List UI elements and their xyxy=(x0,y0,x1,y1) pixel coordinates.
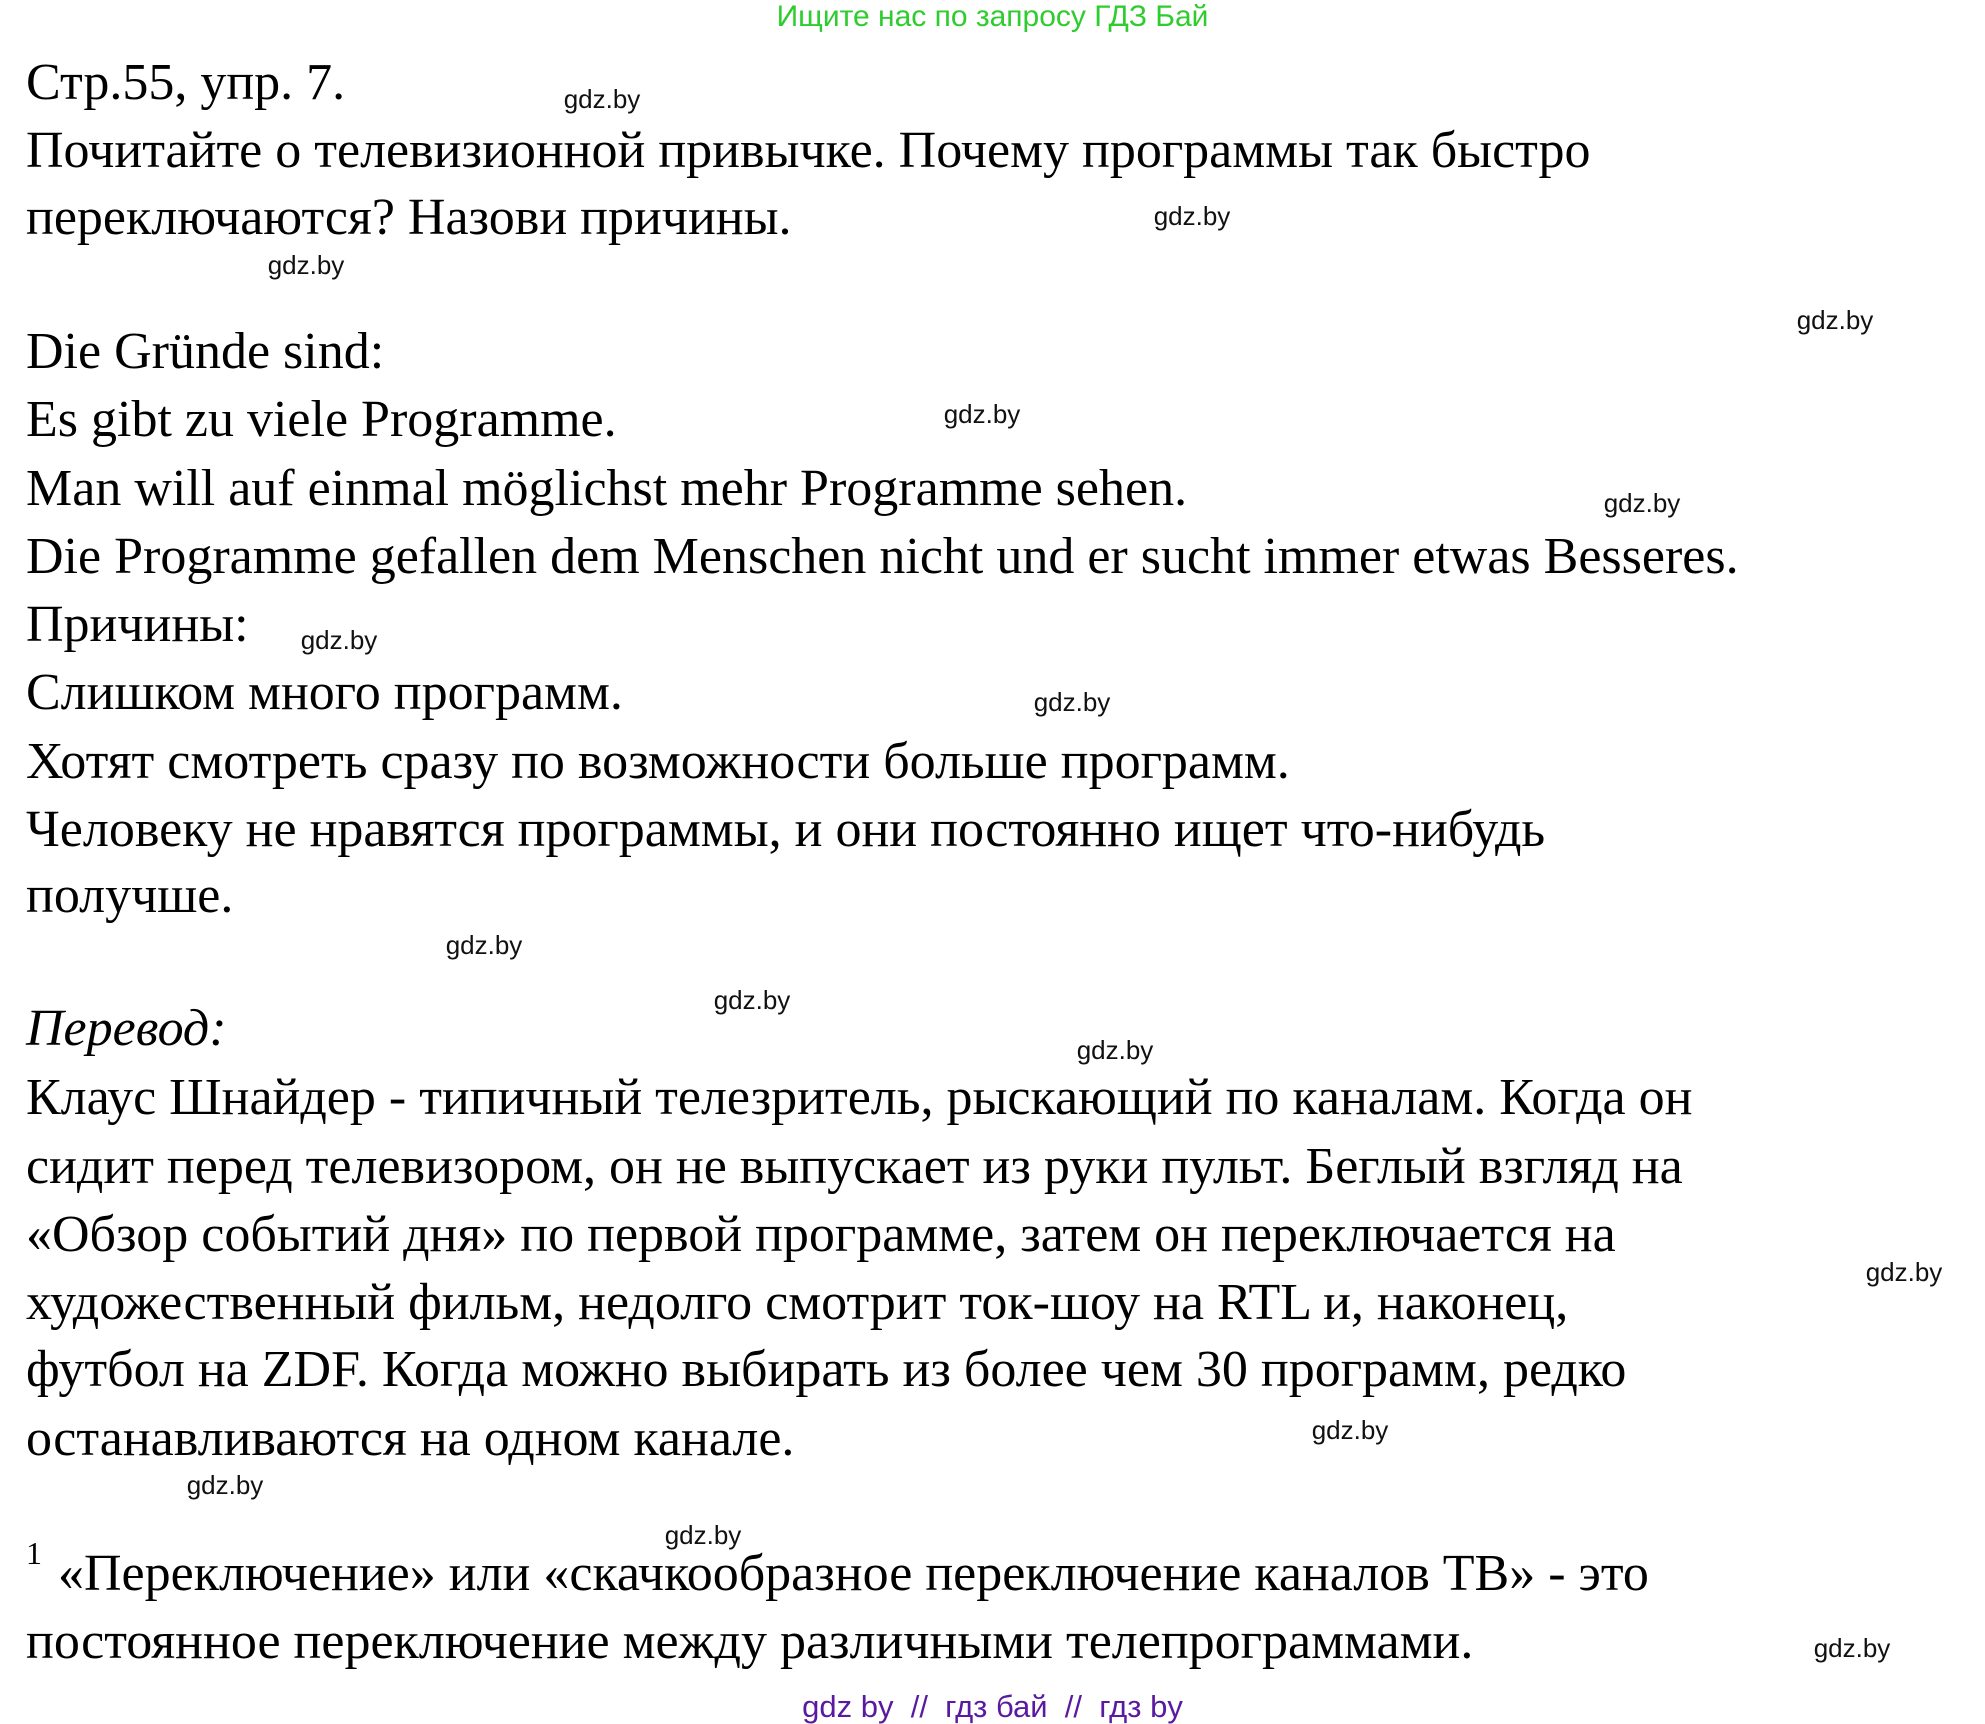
watermark: gdz.by xyxy=(186,1470,264,1500)
translation-line: сидит перед телевизором, он не выпускает из руки пульт. Беглый взгляд на xyxy=(26,1138,1683,1195)
translation-line: футбол на ZDF. Когда можно выбирать из более чем 30 программ, редко xyxy=(26,1341,1627,1398)
german-reason: Man will auf einmal möglichst mehr Programme sehen. xyxy=(26,460,1188,517)
watermark: gdz.by xyxy=(664,1520,742,1550)
footnote-line: «Переключение» или «скачкообразное переключение каналов ТВ» - это xyxy=(58,1545,1649,1602)
watermark: gdz.by xyxy=(267,250,345,280)
watermark: gdz.by xyxy=(713,985,791,1015)
footnote-mark: 1 xyxy=(26,1535,42,1571)
watermark: gdz.by xyxy=(1865,1257,1943,1287)
translation-line: художественный фильм, недолго смотрит ток-шоу на RTL и, наконец, xyxy=(26,1274,1569,1331)
russian-reason: получше. xyxy=(26,867,234,924)
watermark: gdz.by xyxy=(563,84,641,114)
watermark: gdz.by xyxy=(1813,1633,1891,1663)
russian-reason: Слишком много программ. xyxy=(26,664,623,721)
translation-line: останавливаются на одном канале. xyxy=(26,1410,795,1467)
watermark: gdz.by xyxy=(1603,488,1681,518)
task-line: Почитайте о телевизионной привычке. Почему программы так быстро xyxy=(26,122,1591,179)
german-heading: Die Gründe sind: xyxy=(26,323,385,380)
russian-heading: Причины: xyxy=(26,596,249,653)
german-reason: Die Programme gefallen dem Menschen nicht und er sucht immer etwas Besseres. xyxy=(26,528,1739,585)
russian-reason: Хотят смотреть сразу по возможности больше программ. xyxy=(26,733,1290,790)
watermark: gdz.by xyxy=(1033,687,1111,717)
watermark: gdz.by xyxy=(445,930,523,960)
watermark: gdz.by xyxy=(1153,201,1231,231)
watermark: gdz.by xyxy=(1311,1415,1389,1445)
watermark: gdz.by xyxy=(300,625,378,655)
footnote-line: постоянное переключение между различными телепрограммами. xyxy=(26,1613,1474,1670)
translation-line: Клаус Шнайдер - типичный телезритель, рыскающий по каналам. Когда он xyxy=(26,1069,1693,1126)
footer-banner: gdz by // гдз бай // гдз by xyxy=(802,1689,1183,1724)
translation-line: «Обзор событий дня» по первой программе, затем он переключается на xyxy=(26,1206,1616,1263)
task-line: переключаются? Назови причины. xyxy=(26,189,792,246)
watermark: gdz.by xyxy=(943,399,1021,429)
german-reason: Es gibt zu viele Programme. xyxy=(26,391,617,448)
watermark: gdz.by xyxy=(1076,1035,1154,1065)
watermark: gdz.by xyxy=(1796,305,1874,335)
search-banner: Ищите нас по запросу ГДЗ Бай xyxy=(776,0,1209,33)
exercise-title: Стр.55, упр. 7. xyxy=(26,54,346,111)
russian-reason: Человеку не нравятся программы, и они постоянно ищет что-нибудь xyxy=(26,801,1546,858)
translation-heading: Перевод: xyxy=(26,1000,227,1057)
